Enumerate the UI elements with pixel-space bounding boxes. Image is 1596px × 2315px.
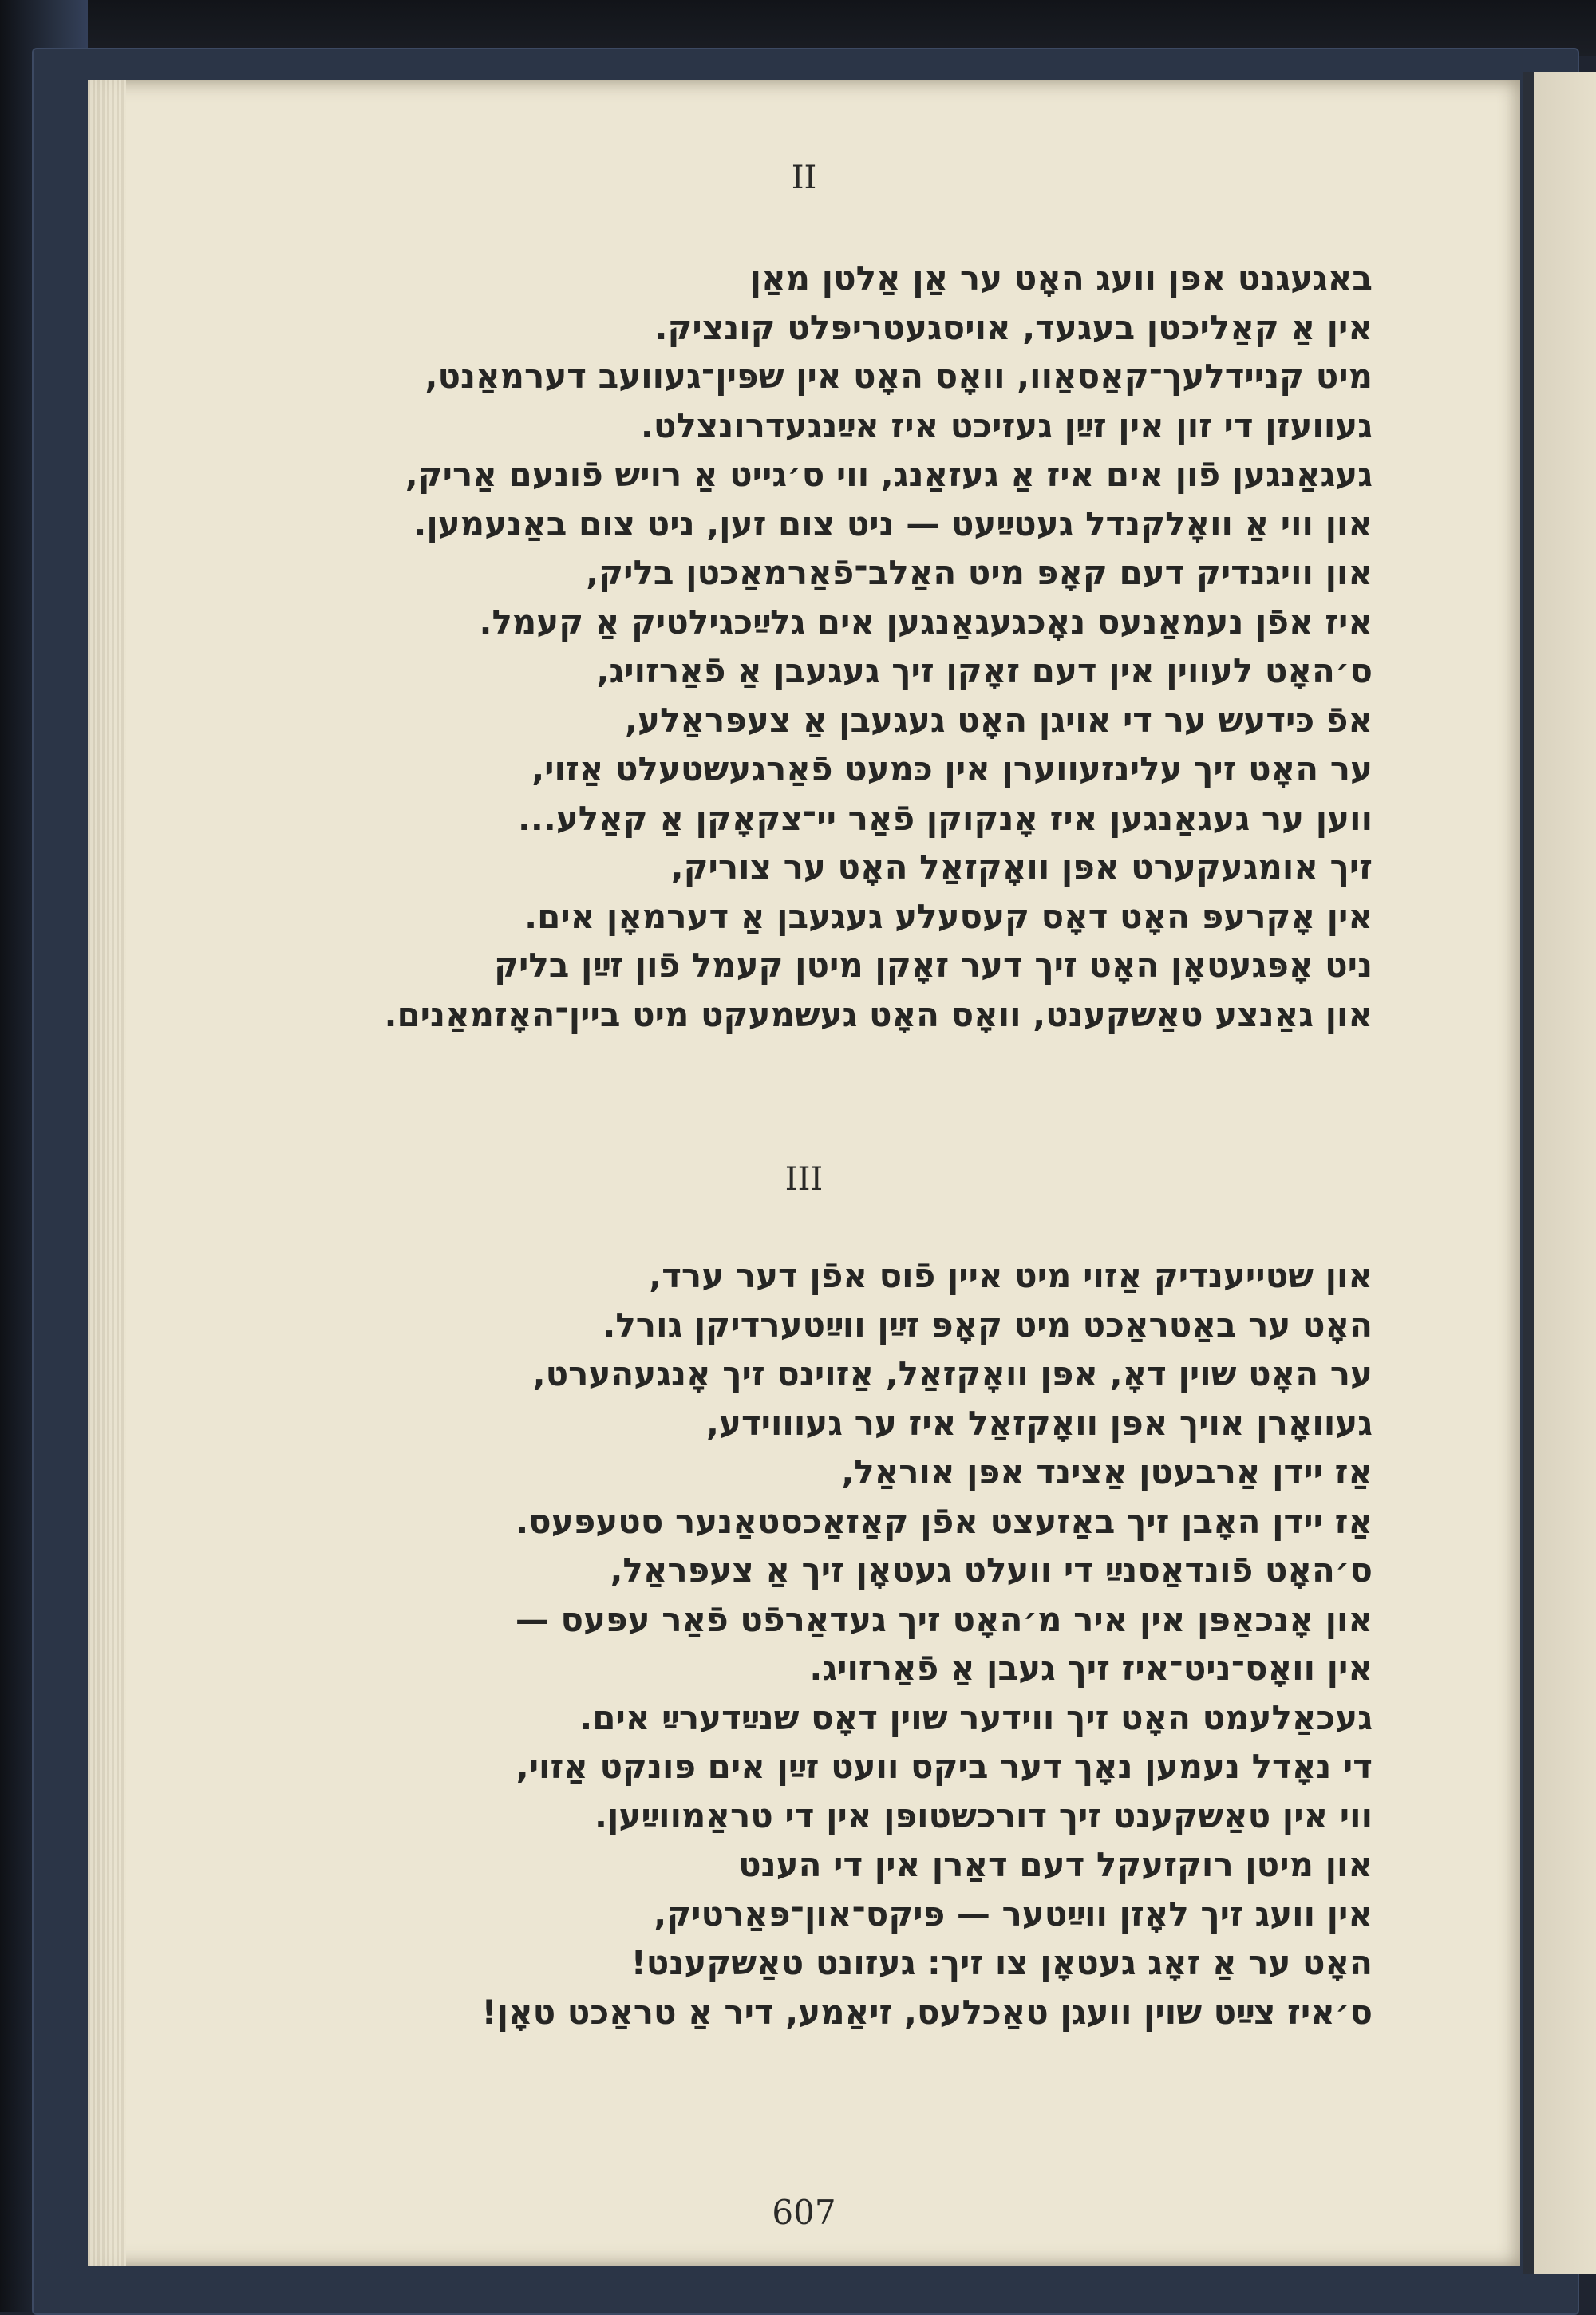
verse-line: באגעגנט אפּן וועג האָט ער אַן אַלטן מאַן xyxy=(749,259,1373,298)
verse-line: אַז יידן האָבן זיך באַזעצט אפֿן קאַזאַכסטאַנער סטעפּעס. xyxy=(516,1501,1373,1541)
verse-line: געכאַלעמט האָט זיך ווידער שוין דאָס שנײַדערײַ אים. xyxy=(579,1697,1373,1737)
verse-line: ס׳האָט פֿונדאַסנײַ די וועלט געטאָן זיך אַ צעפּראַל, xyxy=(610,1551,1373,1590)
verse-line: אַז יידן אַרבעטן אַצינד אפּן אוראַל, xyxy=(841,1452,1373,1491)
verse-line: אין וועג זיך לאָזן ווײַטער — פּיקס־און־פּאַרטיק, xyxy=(654,1894,1373,1934)
verse-line: און שטייענדיק אַזוי מיט איין פֿוס אפֿן דער ערד, xyxy=(649,1256,1373,1295)
section-heading-ii: II xyxy=(791,160,817,196)
verse-line: ווי אין טאַשקענט זיך דורכשטופּן אין די טראַמווײַען. xyxy=(595,1796,1373,1835)
verse-line: ניט אָפּגעטאָן האָט זיך דער זאָקן מיטן קעמל פֿון זײַן בליק xyxy=(494,946,1373,985)
verse-line: די נאָדל נעמען נאָך דער ביקס וועט זײַן אים פּונקט אַזוי, xyxy=(516,1747,1373,1786)
verse-line: אין אָקרעפּ האָט דאָס קעסעלע געגעבן אַ דערמאָן אים. xyxy=(524,896,1373,936)
verse-line: ער האָט שוין דאָ, אפּן וואָקזאַל, אַזוינס זיך אָנגעהערט, xyxy=(532,1354,1373,1393)
verse-line: האָט ער אַ זאָג געטאָן צו זיך: געזונט טאַשקענט! xyxy=(630,1943,1373,1982)
page-number: 607 xyxy=(772,2193,836,2232)
page-stack-edges xyxy=(88,80,126,2266)
verse-line: זיך אומגעקערט אפּן וואָקזאַל האָט ער צוריק, xyxy=(670,847,1373,887)
verse-line: ווען ער געגאַנגען איז אָנקוקן פֿאַר יי־צקאָקן אַ קאַלע... xyxy=(517,798,1373,838)
poem-section-ii xyxy=(239,254,1373,1039)
verse-line: און ווי אַ וואָלקנדל געטײַעט — ניט צום זען, ניט צום באַנעמען. xyxy=(413,504,1373,543)
verse-line: און אָנכאַפּן אין איר מ׳האָט זיך געדאַרפֿט פֿאַר עפּעס — xyxy=(515,1599,1373,1639)
verse-line: האָט ער באַטראַכט מיט קאָפּ זײַן ווײַטערדיקן גורל. xyxy=(602,1305,1373,1345)
verse-line: אפֿ כּידעש ער די אויגן האָט געגעבן אַ צעפּראַלע, xyxy=(625,700,1373,740)
verse-line: אין וואָס־ניט־איז זיך געבן אַ פֿאַרזויג. xyxy=(809,1649,1373,1688)
verse-line: און מיטן רוקזעקל דעם דאַרן אין די הענט xyxy=(738,1845,1373,1884)
verse-line: ס׳איז צײַט שוין וועגן טאַכלעס, זיאַמע, דיר אַ טראַכט טאָן! xyxy=(481,1992,1373,2032)
verse-line: געגאַנגען פֿון אים איז אַ געזאַנג, ווי ס׳גייט אַ רויש פֿונעם אַריק, xyxy=(405,455,1373,494)
book-page xyxy=(88,80,1520,2266)
verse-line: געוואָרן אויך אפּן וואָקזאַל איז ער געוווידע, xyxy=(706,1403,1373,1443)
verse-line: און וויגנדיק דעם קאָפּ מיט האַלב־פֿאַרמאַכטן בליק, xyxy=(586,553,1373,592)
section-heading-iii: III xyxy=(784,1161,824,1198)
verse-line: מיט קניידלעך־קאַסאַוו, וואָס האָט אין שפּין־געוועב דערמאַנט, xyxy=(425,357,1373,396)
verse-line: ס׳האָט לעווין אין דעם זאָקן זיך געגעבן אַ פֿאַרזויג, xyxy=(596,651,1373,690)
facing-page-edge xyxy=(1523,72,1596,2274)
verse-line: און גאַנצע טאַשקענט, וואָס האָט געשמעקט מיט ביין־האָזמאַנים. xyxy=(384,994,1373,1034)
verse-line: ער האָט זיך עלינזעווערן אין כּמעט פֿאַרגעשטעלט אַזוי, xyxy=(531,749,1373,788)
verse-line: איז אפֿן נעמאַנעס נאָכגעגאַנגען אים גלײַכגילטיק אַ קעמל. xyxy=(479,602,1373,642)
poem-section-iii xyxy=(239,1251,1373,2036)
verse-line: אין אַ קאַליכטן בעגעד, אויסגעטריפּלט קונציק. xyxy=(654,307,1373,347)
verse-line: געוועזן די זון אין זײַן געזיכט איז אײַנגעדרונצלט. xyxy=(640,405,1373,445)
